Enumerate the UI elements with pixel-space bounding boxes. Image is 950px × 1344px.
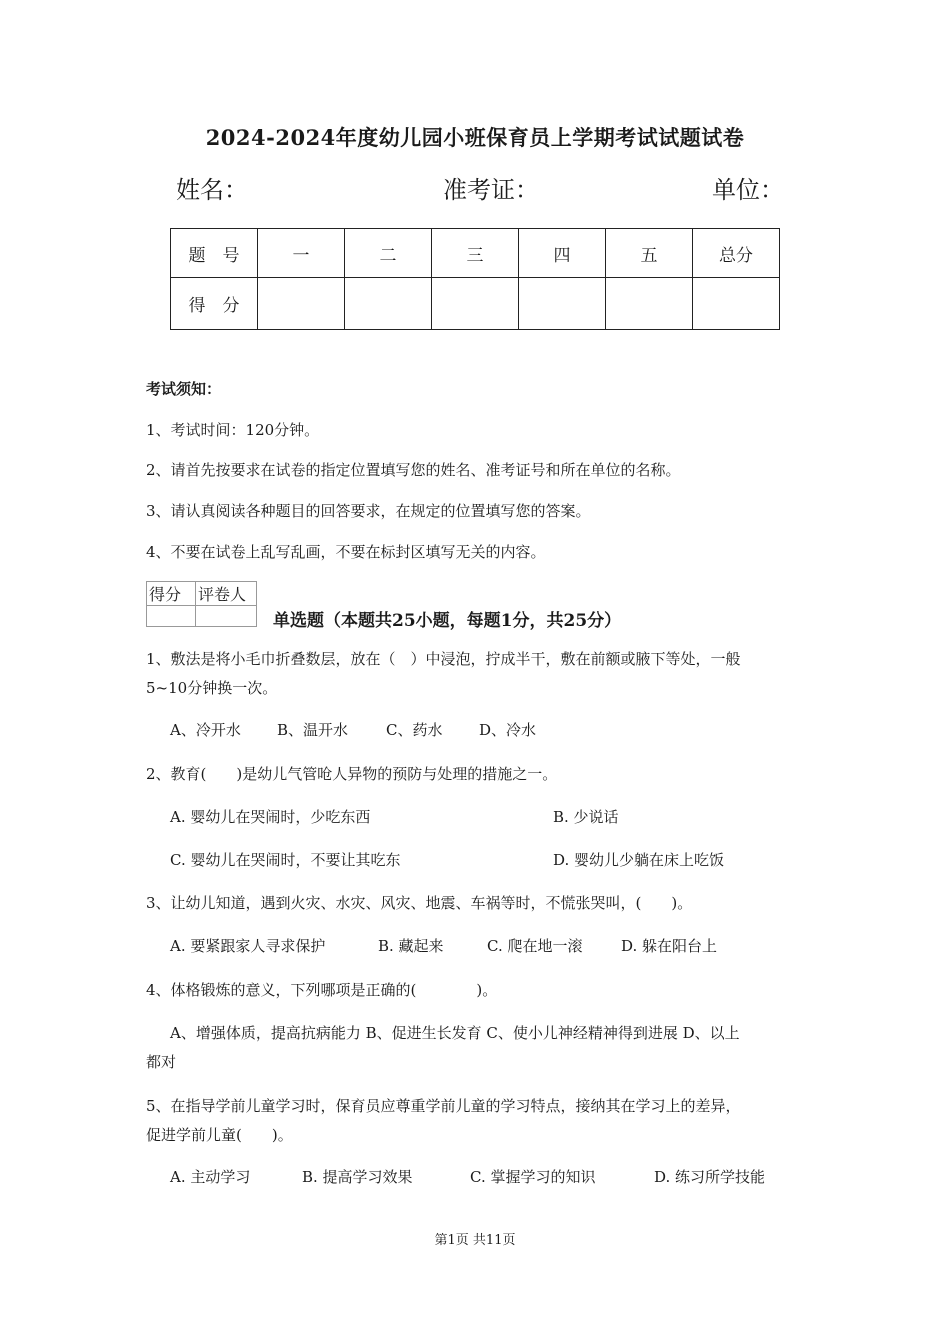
question-1-option-d: D、冷水 bbox=[479, 721, 537, 739]
name-field-label: 姓名： bbox=[176, 176, 248, 204]
score-header-cell: 五 bbox=[606, 229, 693, 278]
page-footer: 第1页 共11页 bbox=[434, 1233, 516, 1248]
question-1-option-c: C、药水 bbox=[386, 721, 443, 739]
question-2-option-d: D. 婴幼儿少躺在床上吃饭 bbox=[553, 851, 725, 869]
question-3-stem: 3、让幼儿知道，遇到火灾、水灾、风灾、地震、车祸等时，不慌张哭叫，( )。 bbox=[146, 894, 693, 912]
question-2-option-a: A. 婴幼儿在哭闹时，少吃东西 bbox=[170, 808, 371, 826]
question-2-stem: 2、教育( )是幼儿气管呛人异物的预防与处理的措施之一。 bbox=[146, 765, 558, 783]
notice-item: 2、请首先按要求在试卷的指定位置填写您的姓名、准考证号和所在单位的名称。 bbox=[146, 461, 681, 479]
question-3-option-b: B. 藏起来 bbox=[378, 937, 444, 955]
grader-score-cell bbox=[147, 606, 196, 627]
score-header-cell: 二 bbox=[345, 229, 432, 278]
score-table-header-row bbox=[171, 229, 780, 278]
score-cell bbox=[519, 278, 606, 330]
score-cell bbox=[606, 278, 693, 330]
question-5-option-b: B. 提高学习效果 bbox=[302, 1168, 413, 1186]
notice-item: 1、考试时间：120分钟。 bbox=[146, 421, 320, 439]
question-4-stem: 4、体格锻炼的意义，下列哪项是正确的( )。 bbox=[146, 981, 498, 999]
question-1-option-b: B、温开水 bbox=[277, 721, 349, 739]
score-table-score-row bbox=[171, 278, 780, 330]
question-2-option-b: B. 少说话 bbox=[553, 808, 619, 826]
score-cell bbox=[345, 278, 432, 330]
question-5-stem: 5、在指导学前儿童学习时，保育员应尊重学前儿童的学习特点，接纳其在学习上的差异， bbox=[146, 1097, 741, 1115]
question-3-option-d: D. 躲在阳台上 bbox=[621, 937, 718, 955]
unit-field-label: 单位： bbox=[712, 176, 784, 204]
question-3-option-c: C. 爬在地一滚 bbox=[487, 937, 583, 955]
score-cell bbox=[693, 278, 780, 330]
question-3-option-a: A. 要紧跟家人寻求保护 bbox=[170, 937, 326, 955]
question-4-options-cont: 都对 bbox=[146, 1053, 177, 1071]
question-1-option-a: A、冷开水 bbox=[170, 721, 241, 739]
exam-title: 2024-2024年度幼儿园小班保育员上学期考试试题试卷 bbox=[205, 125, 745, 150]
question-4-options: A、增强体质，提高抗病能力 B、促进生长发育 C、使小儿神经精神得到进展 D、以上 bbox=[170, 1024, 740, 1042]
notice-item: 3、请认真阅读各种题目的回答要求，在规定的位置填写您的答案。 bbox=[146, 502, 591, 520]
grader-reviewer-cell bbox=[196, 606, 257, 627]
question-1-stem-cont: 5~10分钟换一次。 bbox=[146, 679, 278, 697]
score-header-cell: 总分 bbox=[693, 229, 780, 278]
question-5-stem-cont: 促进学前儿童( )。 bbox=[146, 1126, 293, 1144]
notice-item: 4、不要在试卷上乱写乱画，不要在标封区填写无关的内容。 bbox=[146, 543, 546, 561]
question-2-option-c: C. 婴幼儿在哭闹时，不要让其吃东 bbox=[170, 851, 401, 869]
question-5-option-a: A. 主动学习 bbox=[170, 1168, 251, 1186]
grader-reviewer-label: 评卷人 bbox=[196, 582, 257, 606]
question-1-stem: 1、敷法是将小毛巾折叠数层，放在（ ）中浸泡，拧成半干，敷在前额或腋下等处，一般 bbox=[146, 650, 741, 668]
score-cell bbox=[258, 278, 345, 330]
exam-number-field-label: 准考证： bbox=[443, 176, 539, 204]
grader-score-label: 得分 bbox=[147, 582, 196, 606]
question-5-option-c: C. 掌握学习的知识 bbox=[470, 1168, 596, 1186]
score-table bbox=[170, 228, 780, 330]
notice-heading: 考试须知： bbox=[146, 380, 222, 398]
question-5-option-d: D. 练习所学技能 bbox=[654, 1168, 766, 1186]
score-header-cell: 四 bbox=[519, 229, 606, 278]
score-row-label: 得 分 bbox=[171, 278, 258, 330]
section-title: 单选题（本题共25小题，每题1分，共25分） bbox=[273, 611, 622, 631]
score-header-cell: 一 bbox=[258, 229, 345, 278]
score-cell bbox=[432, 278, 519, 330]
score-header-cell: 题 号 bbox=[171, 229, 258, 278]
grader-box bbox=[146, 581, 257, 627]
score-header-cell: 三 bbox=[432, 229, 519, 278]
